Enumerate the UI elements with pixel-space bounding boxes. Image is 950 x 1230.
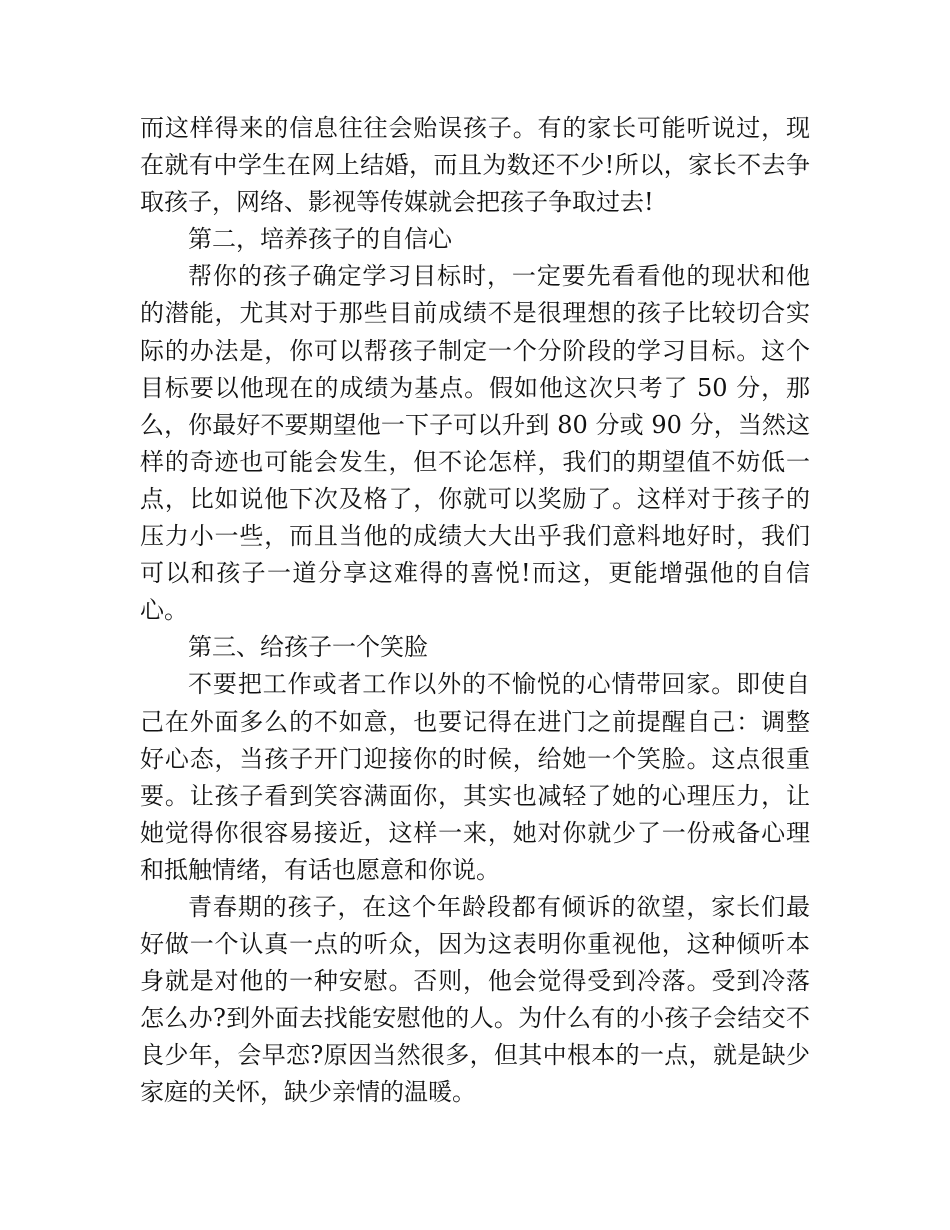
paragraph-learning-goals: 帮你的孩子确定学习目标时，一定要先看看他的现状和他的潜能，尤其对于那些目前成绩不是很理想的孩子比较切合实际的办法是，你可以帮孩子制定一个分阶段的学习目标。这个目标要以他现在的成绩为基点。假如他这次只考了 50 分，那么，你最好不要期望他一下子可以升到 80 分或 90 分，当然这样的奇迹也可能会发生，但不论怎样，我们的期望值不妨低一点，比如说他下次及格了，你就可以奖励了。这样对于孩子的压力小一些，而且当他的成绩大大出乎我们意料地好时，我们可以和孩子一道分享这难得的喜悦!而这，更能增强他的自信心。 [140, 262, 810, 625]
section-heading-self-confidence: 第二，培养孩子的自信心 [188, 225, 452, 254]
paragraph-listening: 青春期的孩子，在这个年龄段都有倾诉的欲望，家长们最好做一个认真一点的听众，因为这表明你重视他，这种倾听本身就是对他的一种安慰。否则，他会觉得受到冷落。受到冷落怎么办?到外面去找能安慰他的人。为什么有的小孩子会结交不良少年，会早恋?原因当然很多，但其中根本的一点，就是缺少家庭的关怀，缺少亲情的温暖。 [140, 892, 810, 1107]
paragraph-continuation: 而这样得来的信息往往会贻误孩子。有的家长可能听说过，现在就有中学生在网上结婚，而且为数还不少!所以，家长不去争取孩子，网络、影视等传媒就会把孩子争取过去! [140, 114, 810, 217]
paragraph-good-mood: 不要把工作或者工作以外的不愉悦的心情带回家。即使自己在外面多么的不如意，也要记得在进门之前提醒自己：调整好心态，当孩子开门迎接你的时候，给她一个笑脸。这点很重要。让孩子看到笑容满面你，其实也减轻了她的心理压力，让她觉得你很容易接近，这样一来，她对你就少了一份戒备心理和抵触情绪，有话也愿意和你说。 [140, 670, 810, 884]
section-heading-smile: 第三、给孩子一个笑脸 [188, 633, 428, 662]
document-page [140, 110, 810, 1112]
